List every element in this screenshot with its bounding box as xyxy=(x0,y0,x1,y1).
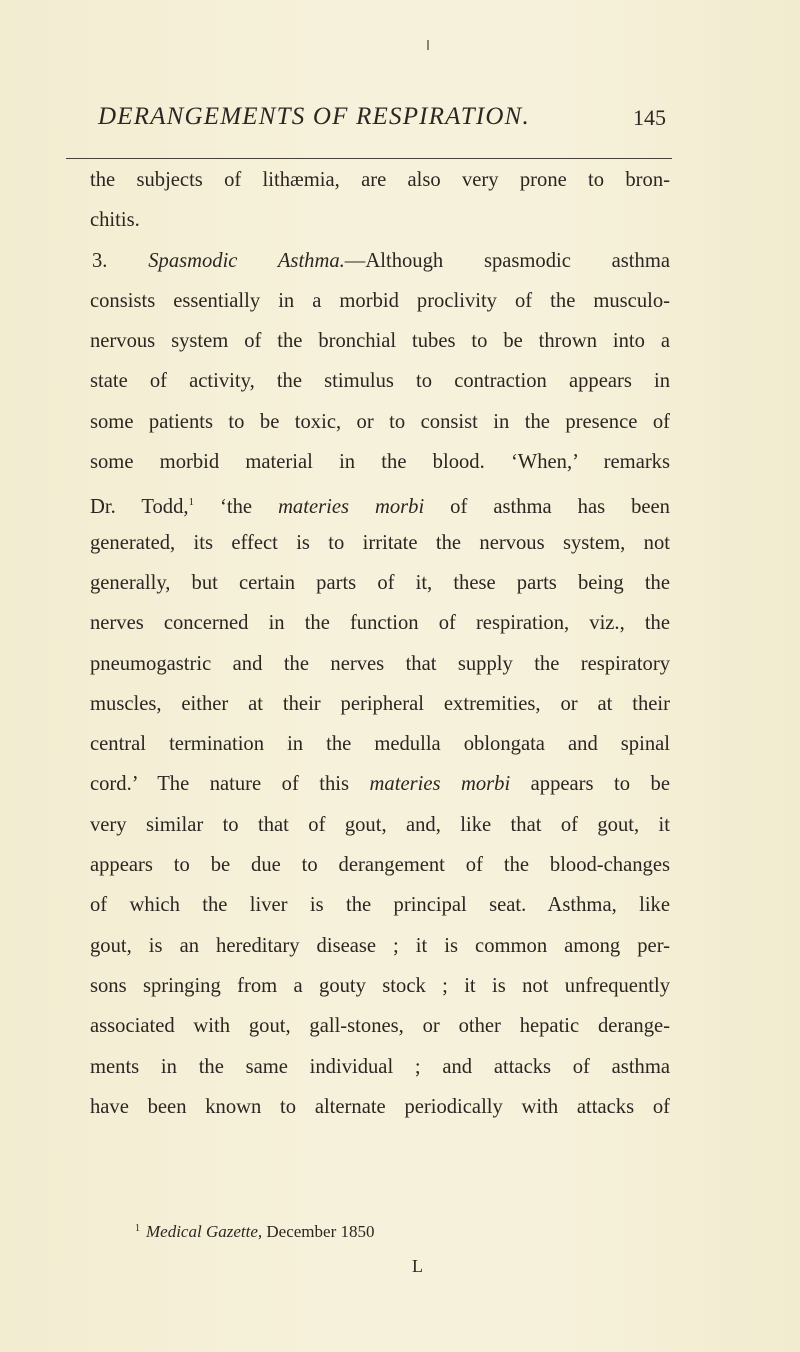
body-text xyxy=(90,160,670,1127)
section-heading-line: 3. Spasmodic Asthma.—Although spasmodic asthma xyxy=(92,249,670,272)
signature-mark: L xyxy=(412,1256,423,1276)
text-line: Dr. Todd,$^1$ ‘the materies morbi of asthma has been xyxy=(90,496,670,519)
text-line: some morbid material in the blood. ‘When,’ remarks xyxy=(90,451,670,474)
text-line: muscles, either at their peripheral extremities, or at their xyxy=(90,692,670,715)
page-header xyxy=(70,100,670,140)
text-line: consists essentially in a morbid proclivity of the musculo- xyxy=(90,289,670,312)
section-number: 3. xyxy=(92,249,108,272)
text-line: some patients to be toxic, or to consist in the presence of xyxy=(90,410,670,433)
footnote-date: December 1850 xyxy=(262,1222,375,1241)
text-line: generated, its effect is to irritate the nervous system, not xyxy=(90,531,670,554)
text-line: associated with gout, gall-stones, or other hepatic derange- xyxy=(90,1015,670,1038)
footnote-marker: 1 xyxy=(135,1223,140,1234)
text-line: the subjects of lithæmia, are also very prone to bron- xyxy=(90,169,670,191)
text-line: pneumogastric and the nerves that supply the respiratory xyxy=(90,652,670,675)
text-line: sons springing from a gouty stock ; it is not unfrequently xyxy=(90,974,670,997)
page-number: 145 xyxy=(633,105,666,130)
text-line: chitis. xyxy=(90,209,140,232)
footnote-source: Medical Gazette, xyxy=(146,1222,263,1241)
header-rule xyxy=(66,158,672,159)
footnote-reference: 1 xyxy=(188,496,195,509)
text-line: generally, but certain parts of it, these parts being the xyxy=(90,571,670,594)
text-line: very similar to that of gout, and, like that of gout, it xyxy=(90,813,670,836)
section-title: Spasmodic Asthma. xyxy=(148,249,345,272)
text-line: state of activity, the stimulus to contraction appears in xyxy=(90,370,670,393)
footnote xyxy=(135,1222,374,1242)
latin-term: materies morbi xyxy=(278,496,425,519)
text-line: nerves concerned in the function of respiration, viz., the xyxy=(90,612,670,635)
text-line: cord.’ The nature of this materies morbi appears to be xyxy=(90,773,670,796)
running-head: DERANGEMENTS OF RESPIRATION. xyxy=(98,103,530,130)
text-line: appears to be due to derangement of the blood-changes xyxy=(90,854,670,877)
text-line: central termination in the medulla oblongata and spinal xyxy=(90,733,670,756)
page-mark xyxy=(427,40,429,50)
text-line: of which the liver is the principal seat. Asthma, like xyxy=(90,894,670,917)
text-line: gout, is an hereditary disease ; it is common among per- xyxy=(90,934,670,957)
text-line: have been known to alternate periodically with attacks of xyxy=(90,1095,670,1118)
text-line: nervous system of the bronchial tubes to be thrown into a xyxy=(90,330,670,353)
text-line: ments in the same individual ; and attacks of asthma xyxy=(90,1055,670,1078)
latin-term: materies morbi xyxy=(369,773,511,796)
